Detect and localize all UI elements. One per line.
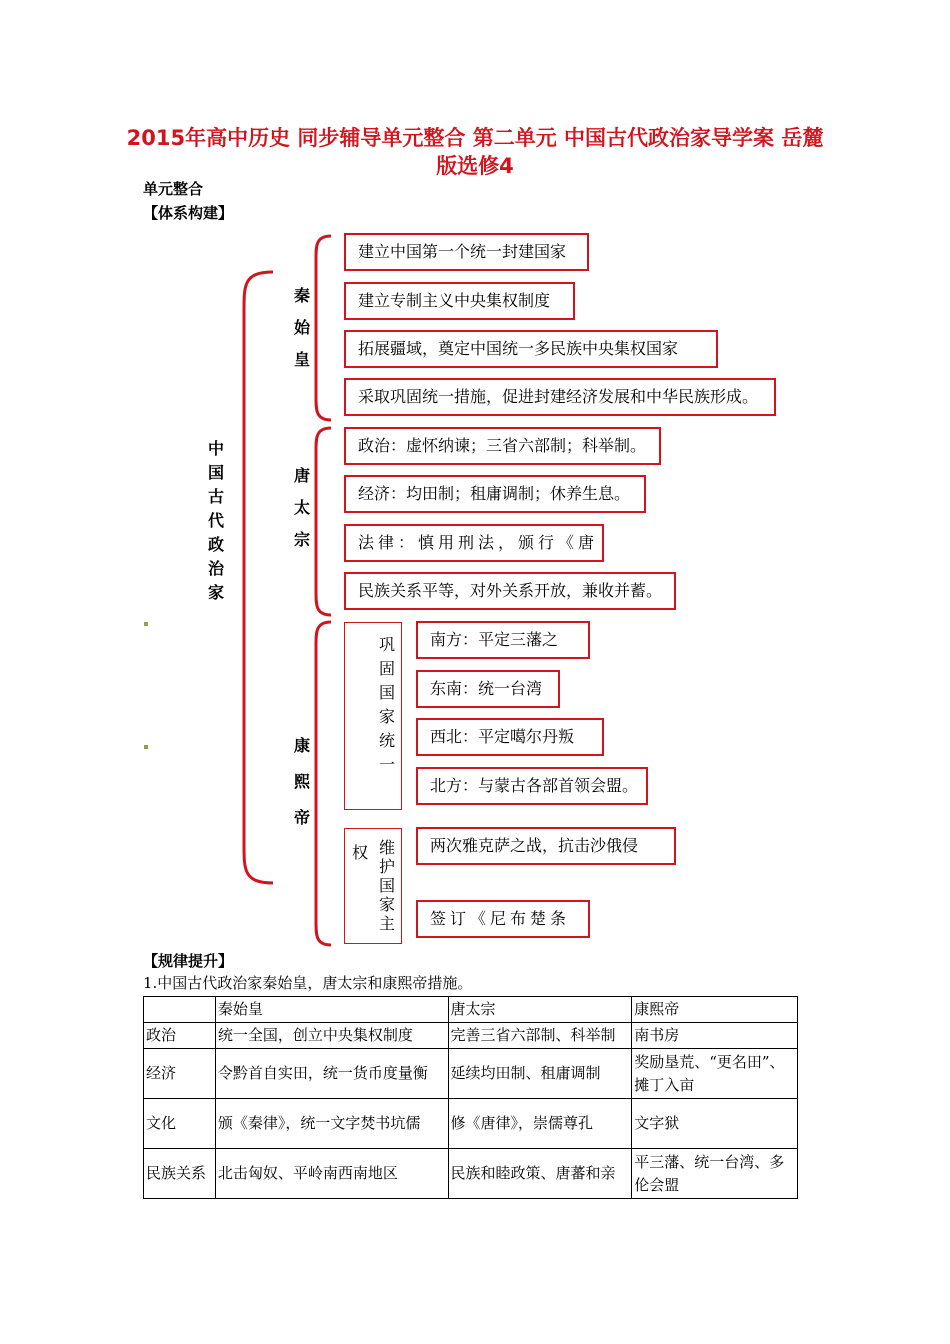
tang-item: 政治：虚怀纳谏；三省六部制；科举制。 (344, 427, 661, 465)
qin-item: 建立专制主义中央集权制度 (344, 282, 575, 320)
rule-1-text: 1.中国古代政治家秦始皇，唐太宗和康熙帝措施。 (143, 974, 473, 992)
section-unit: 单元整合 (143, 180, 204, 198)
consolidate-item: 南方：平定三藩之 (416, 621, 590, 659)
table-cell: 平三藩、统一台湾、多伦会盟 (632, 1149, 798, 1199)
tang-item: 法律：慎用刑法，颁行《唐 (344, 524, 604, 562)
sovereignty-item: 两次雅克萨之战，抗击沙俄侵 (416, 827, 676, 865)
table-row (144, 1149, 798, 1199)
table-header-row (144, 997, 798, 1023)
consolidate-item: 西北：平定噶尔丹叛 (416, 718, 604, 756)
comparison-table (143, 996, 798, 1199)
table-cell: 民族关系 (144, 1149, 216, 1199)
table-cell: 延续均田制、租庸调制 (448, 1049, 632, 1099)
green-speck (144, 745, 148, 749)
qin-item: 建立中国第一个统一封建国家 (344, 233, 589, 271)
table-cell: 完善三省六部制、科举制 (448, 1023, 632, 1049)
qin-item: 拓展疆域，奠定中国统一多民族中央集权国家 (344, 330, 718, 368)
table-cell: 经济 (144, 1049, 216, 1099)
table-cell: 奖励垦荒、“更名田”、摊丁入亩 (632, 1049, 798, 1099)
page-title: 2015年高中历史 同步辅导单元整合 第二单元 中国古代政治家导学案 岳麓版选修4 (126, 126, 824, 178)
root-bracket (244, 272, 273, 883)
section-rule: 【规律提升】 (143, 952, 234, 970)
section-system: 【体系构建】 (143, 204, 234, 222)
consolidate-group-label: 巩固国家统一 (378, 635, 395, 774)
sovereignty-group-prefix: 权 (352, 843, 369, 862)
kangxi-bracket (316, 622, 331, 945)
table-cell: 文字狱 (632, 1099, 798, 1149)
sovereignty-item: 签订《尼布楚条 (416, 900, 590, 938)
table-cell: 统一全国，创立中央集权制度 (215, 1023, 448, 1049)
table-header-cell: 秦始皇 (215, 997, 448, 1023)
table-cell: 令黔首自实田，统一货币度量衡 (215, 1049, 448, 1099)
table-header-cell: 唐太宗 (448, 997, 632, 1023)
table-header-cell: 康熙帝 (632, 997, 798, 1023)
table-row (144, 1049, 798, 1099)
table-row (144, 1099, 798, 1149)
qin-item: 采取巩固统一措施，促进封建经济发展和中华民族形成。 (344, 378, 776, 416)
tang-bracket (316, 428, 331, 615)
root-label: 中国古代政治家 (207, 439, 224, 602)
green-speck (144, 622, 148, 626)
table-cell: 北击匈奴、平岭南西南地区 (215, 1149, 448, 1199)
table-cell: 南书房 (632, 1023, 798, 1049)
tang-item: 经济：均田制；租庸调制；休养生息。 (344, 475, 646, 513)
table-cell: 颁《秦律》，统一文字焚书坑儒 (215, 1099, 448, 1149)
table-cell: 文化 (144, 1099, 216, 1149)
tang-item: 民族关系平等，对外关系开放，兼收并蓄。 (344, 572, 676, 610)
table-cell: 民族和睦政策、唐蕃和亲 (448, 1149, 632, 1199)
consolidate-item: 北方：与蒙古各部首领会盟。 (416, 767, 648, 805)
tang-label: 唐太宗 (293, 466, 310, 549)
sovereignty-group-label: 维护国家主 (378, 838, 395, 933)
table-header-cell (144, 997, 216, 1023)
table-cell: 政治 (144, 1023, 216, 1049)
qin-bracket (316, 236, 331, 420)
table-cell: 修《唐律》，崇儒尊孔 (448, 1099, 632, 1149)
kangxi-label: 康熙帝 (293, 736, 310, 827)
table-row (144, 1023, 798, 1049)
consolidate-item: 东南：统一台湾 (416, 670, 560, 708)
qin-label: 秦始皇 (293, 286, 310, 369)
